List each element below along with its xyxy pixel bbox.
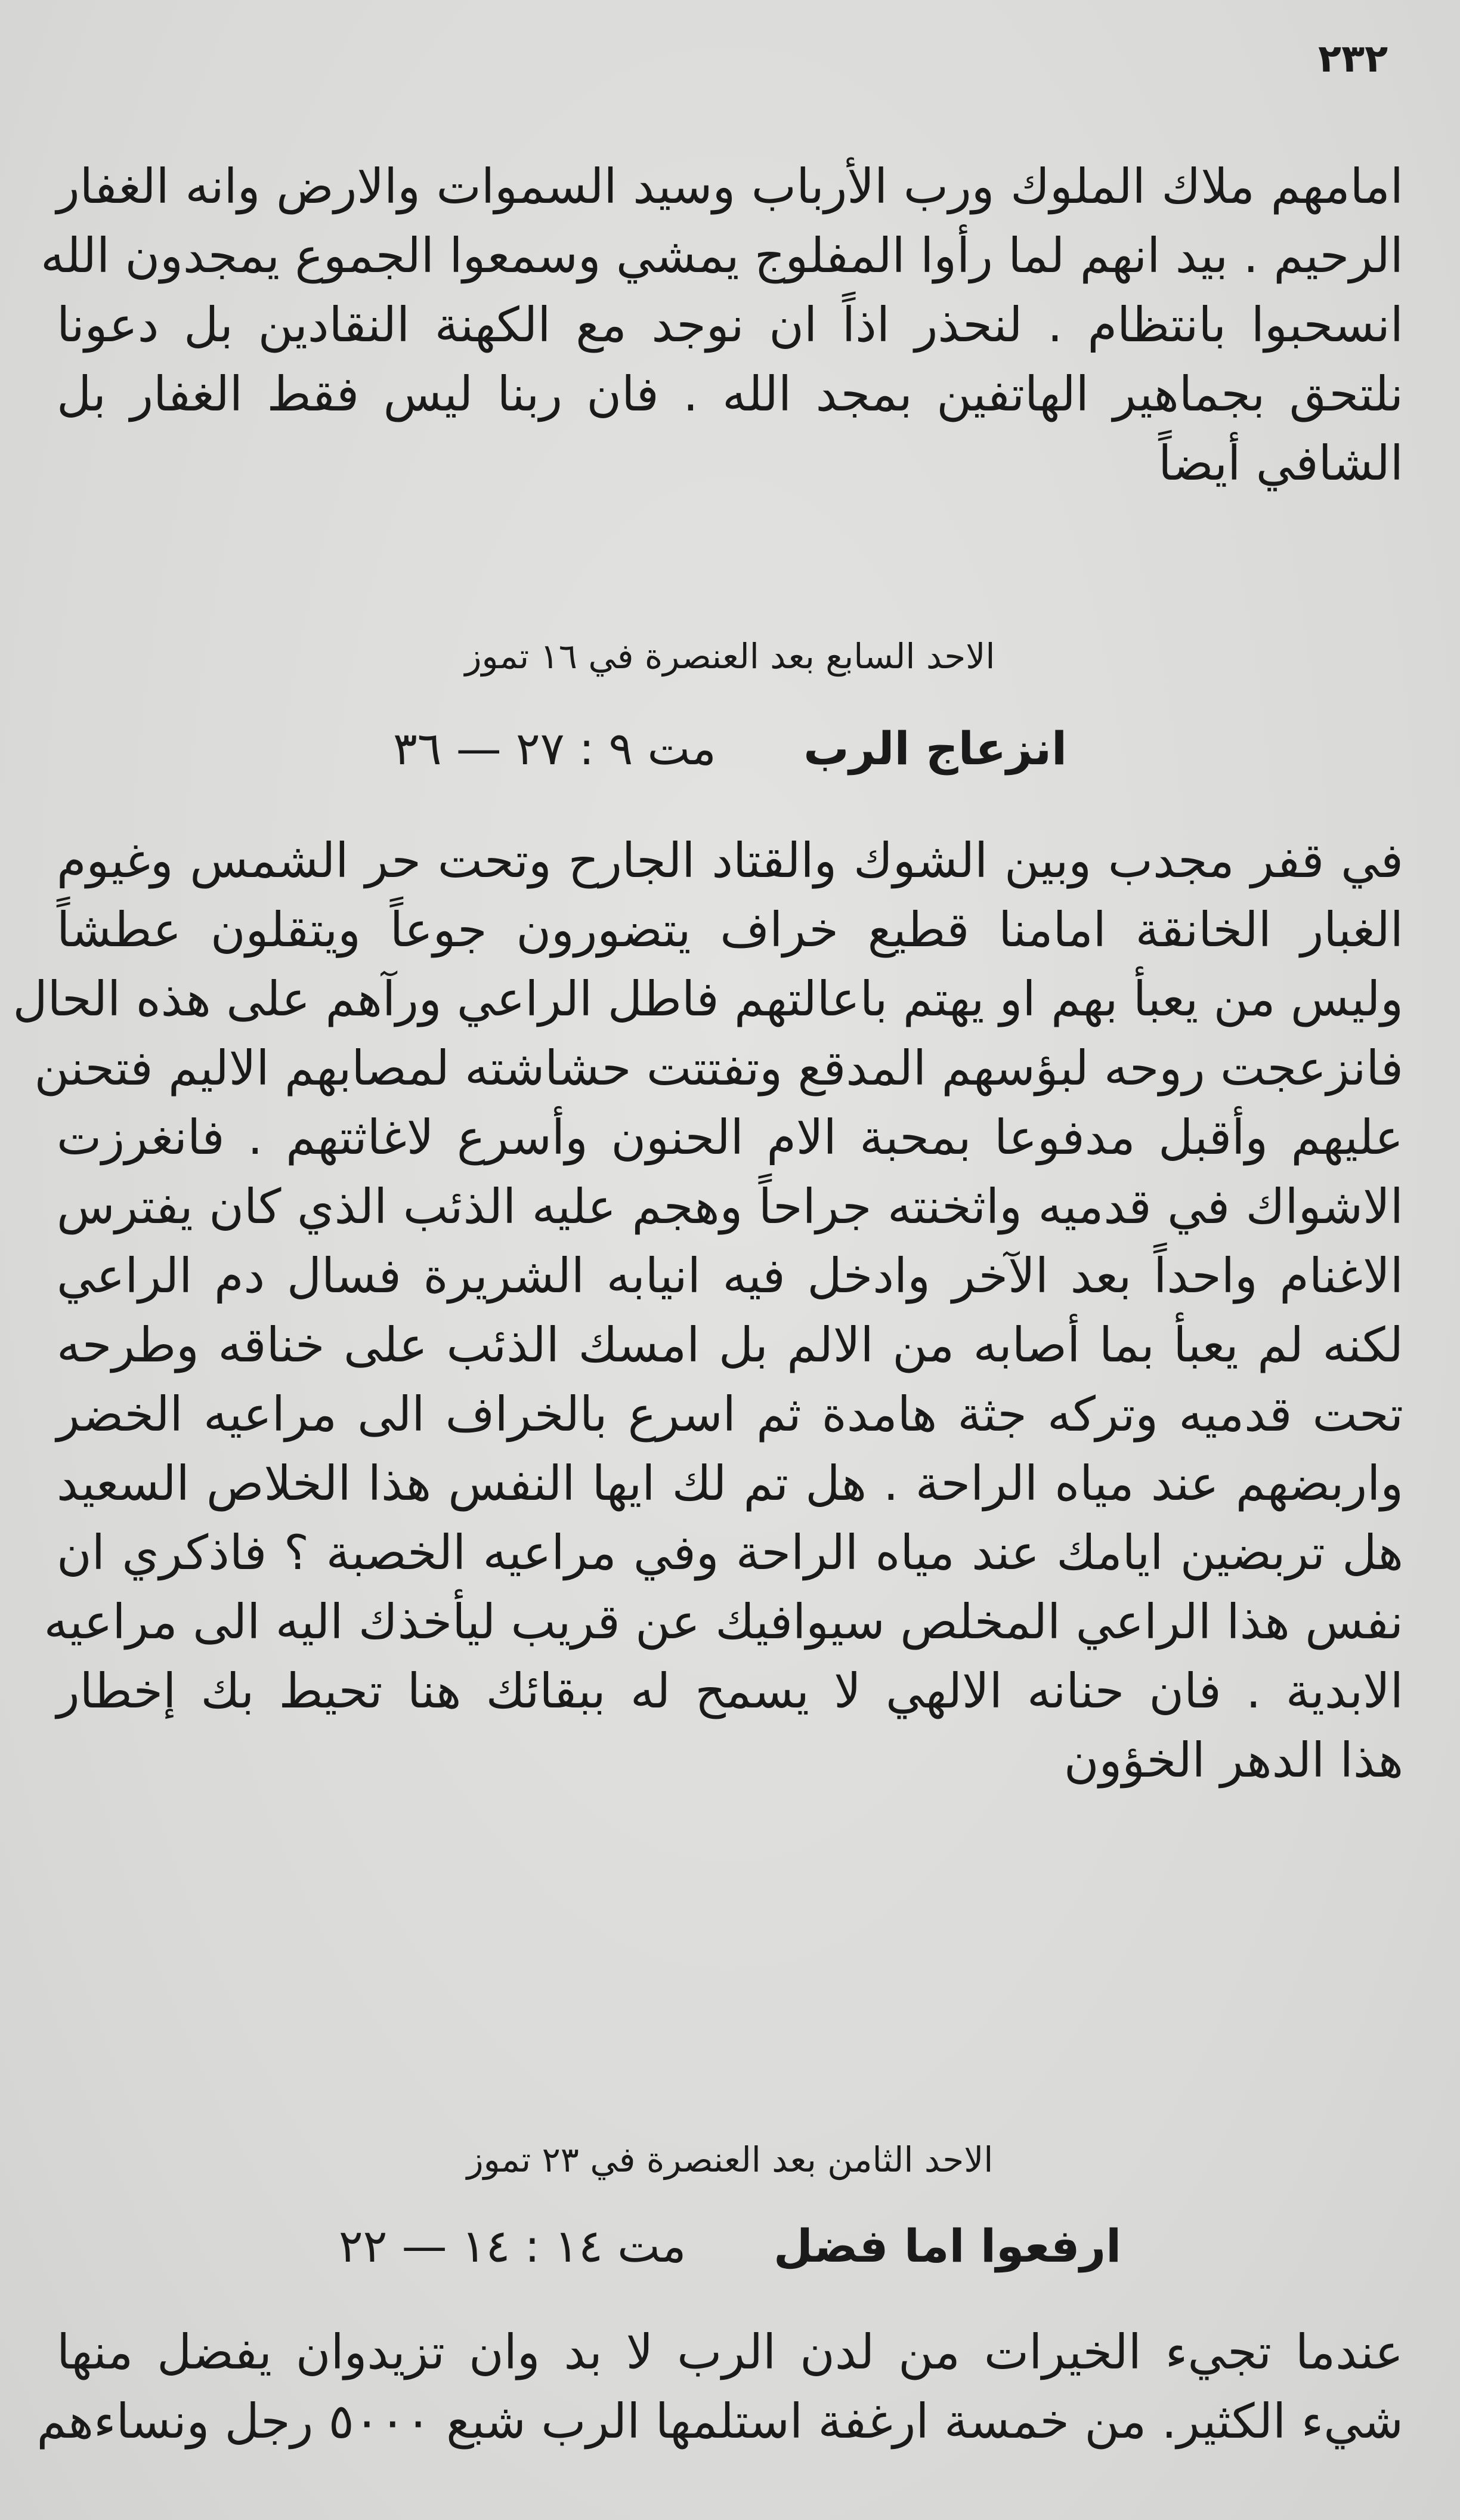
text-line: نلتحق بجماهير الهاتفين بمجد الله . فان ربنا ليس فقط الغفار بل	[57, 366, 1403, 422]
text-line: لكنه لم يعبأ بما أصابه من الالم بل امسك الذئب على خناقه وطرحه	[57, 1317, 1403, 1373]
text-line: الشافي أيضاً	[1158, 436, 1403, 491]
text-line: الاغنام واحداً بعد الآخر وادخل فيه انيابه الشريرة فسال دم الراعي	[57, 1248, 1403, 1304]
text-line: عندما تجيء الخيرات من لدن الرب لا بد وان تزيدوان يفضل منها	[57, 2324, 1403, 2380]
text-line: الابدية . فان حنانه الالهي لا يسمح له ببقائك هنا تحيط بك إخطار	[57, 1663, 1403, 1719]
text-line: فانزعجت روحه لبؤسهم المدقع وتفتتت حشاشته لمصابهم الاليم فتحنن	[34, 1040, 1403, 1096]
section-date: الاحد الثامن بعد العنصرة في ٢٣ تموز	[466, 2139, 994, 2180]
text-line: في قفر مجدب وبين الشوك والقتاد الجارح وتحت حر الشمس وغيوم	[57, 833, 1403, 888]
text-line: هل تربضين ايامك عند مياه الراحة وفي مراعيه الخصبة ؟ فاذكري ان	[57, 1525, 1403, 1580]
text-line: وليس من يعبأ بهم او يهتم باعالتهم فاطل الراعي ورآهم على هذه الحال	[13, 971, 1403, 1027]
section-heading	[57, 2216, 1403, 2276]
section-heading	[57, 719, 1403, 779]
text-line: تحت قدميه وتركه جثة هامدة ثم اسرع بالخراف الى مراعيه الخضر	[57, 1386, 1403, 1442]
text-line: واربضهم عند مياه الراحة . هل تم لك ايها النفس هذا الخلاص السعيد	[57, 1456, 1403, 1511]
section-title: انزعاج الرب	[803, 722, 1068, 775]
section-date: الاحد السابع بعد العنصرة في ١٦ تموز	[465, 636, 995, 677]
text-line: الرحيم . بيد انهم لما رأوا المفلوج يمشي وسمعوا الجموع يمجدون الله	[41, 228, 1403, 283]
text-line: نفس هذا الراعي المخلص سيوافيك عن قريب ليأخذك اليه الى مراعيه	[44, 1594, 1403, 1650]
text-line: عليهم وأقبل مدفوعا بمحبة الام الحنون وأسرع لاغاثتهم . فانغرزت	[57, 1110, 1403, 1165]
paragraph-body	[13, 826, 1403, 1795]
scripture-reference: مت ٩ : ٢٧ — ٣٦	[392, 722, 716, 775]
text-line: الاشواك في قدميه واثخنته جراحاً وهجم عليه الذئب الذي كان يفترس	[57, 1179, 1403, 1234]
text-line: امامهم ملاك الملوك ورب الأرباب وسيد السموات والارض وانه الغفار	[57, 159, 1403, 214]
paragraph-continuation	[41, 152, 1403, 498]
text-line: شيء الكثير. من خمسة ارغفة استلمها الرب شبع ٥٠٠٠ رجل ونساءهم	[36, 2394, 1403, 2449]
text-line: الغبار الخانقة امامنا قطيع خراف يتضورون جوعاً ويتقلون عطشاً	[57, 902, 1403, 958]
scripture-reference: مت ١٤ : ١٤ — ٢٢	[338, 2219, 686, 2272]
paragraph-body	[36, 2318, 1403, 2456]
text-line: انسحبوا بانتظام . لنحذر اذاً ان نوجد مع الكهنة النقادين بل دعونا	[57, 297, 1403, 353]
text-line: هذا الدهر الخؤون	[1063, 1732, 1403, 1788]
page-number: ٢٣٢	[1318, 37, 1388, 81]
section-title: ارفعوا اما فضل	[773, 2219, 1122, 2272]
